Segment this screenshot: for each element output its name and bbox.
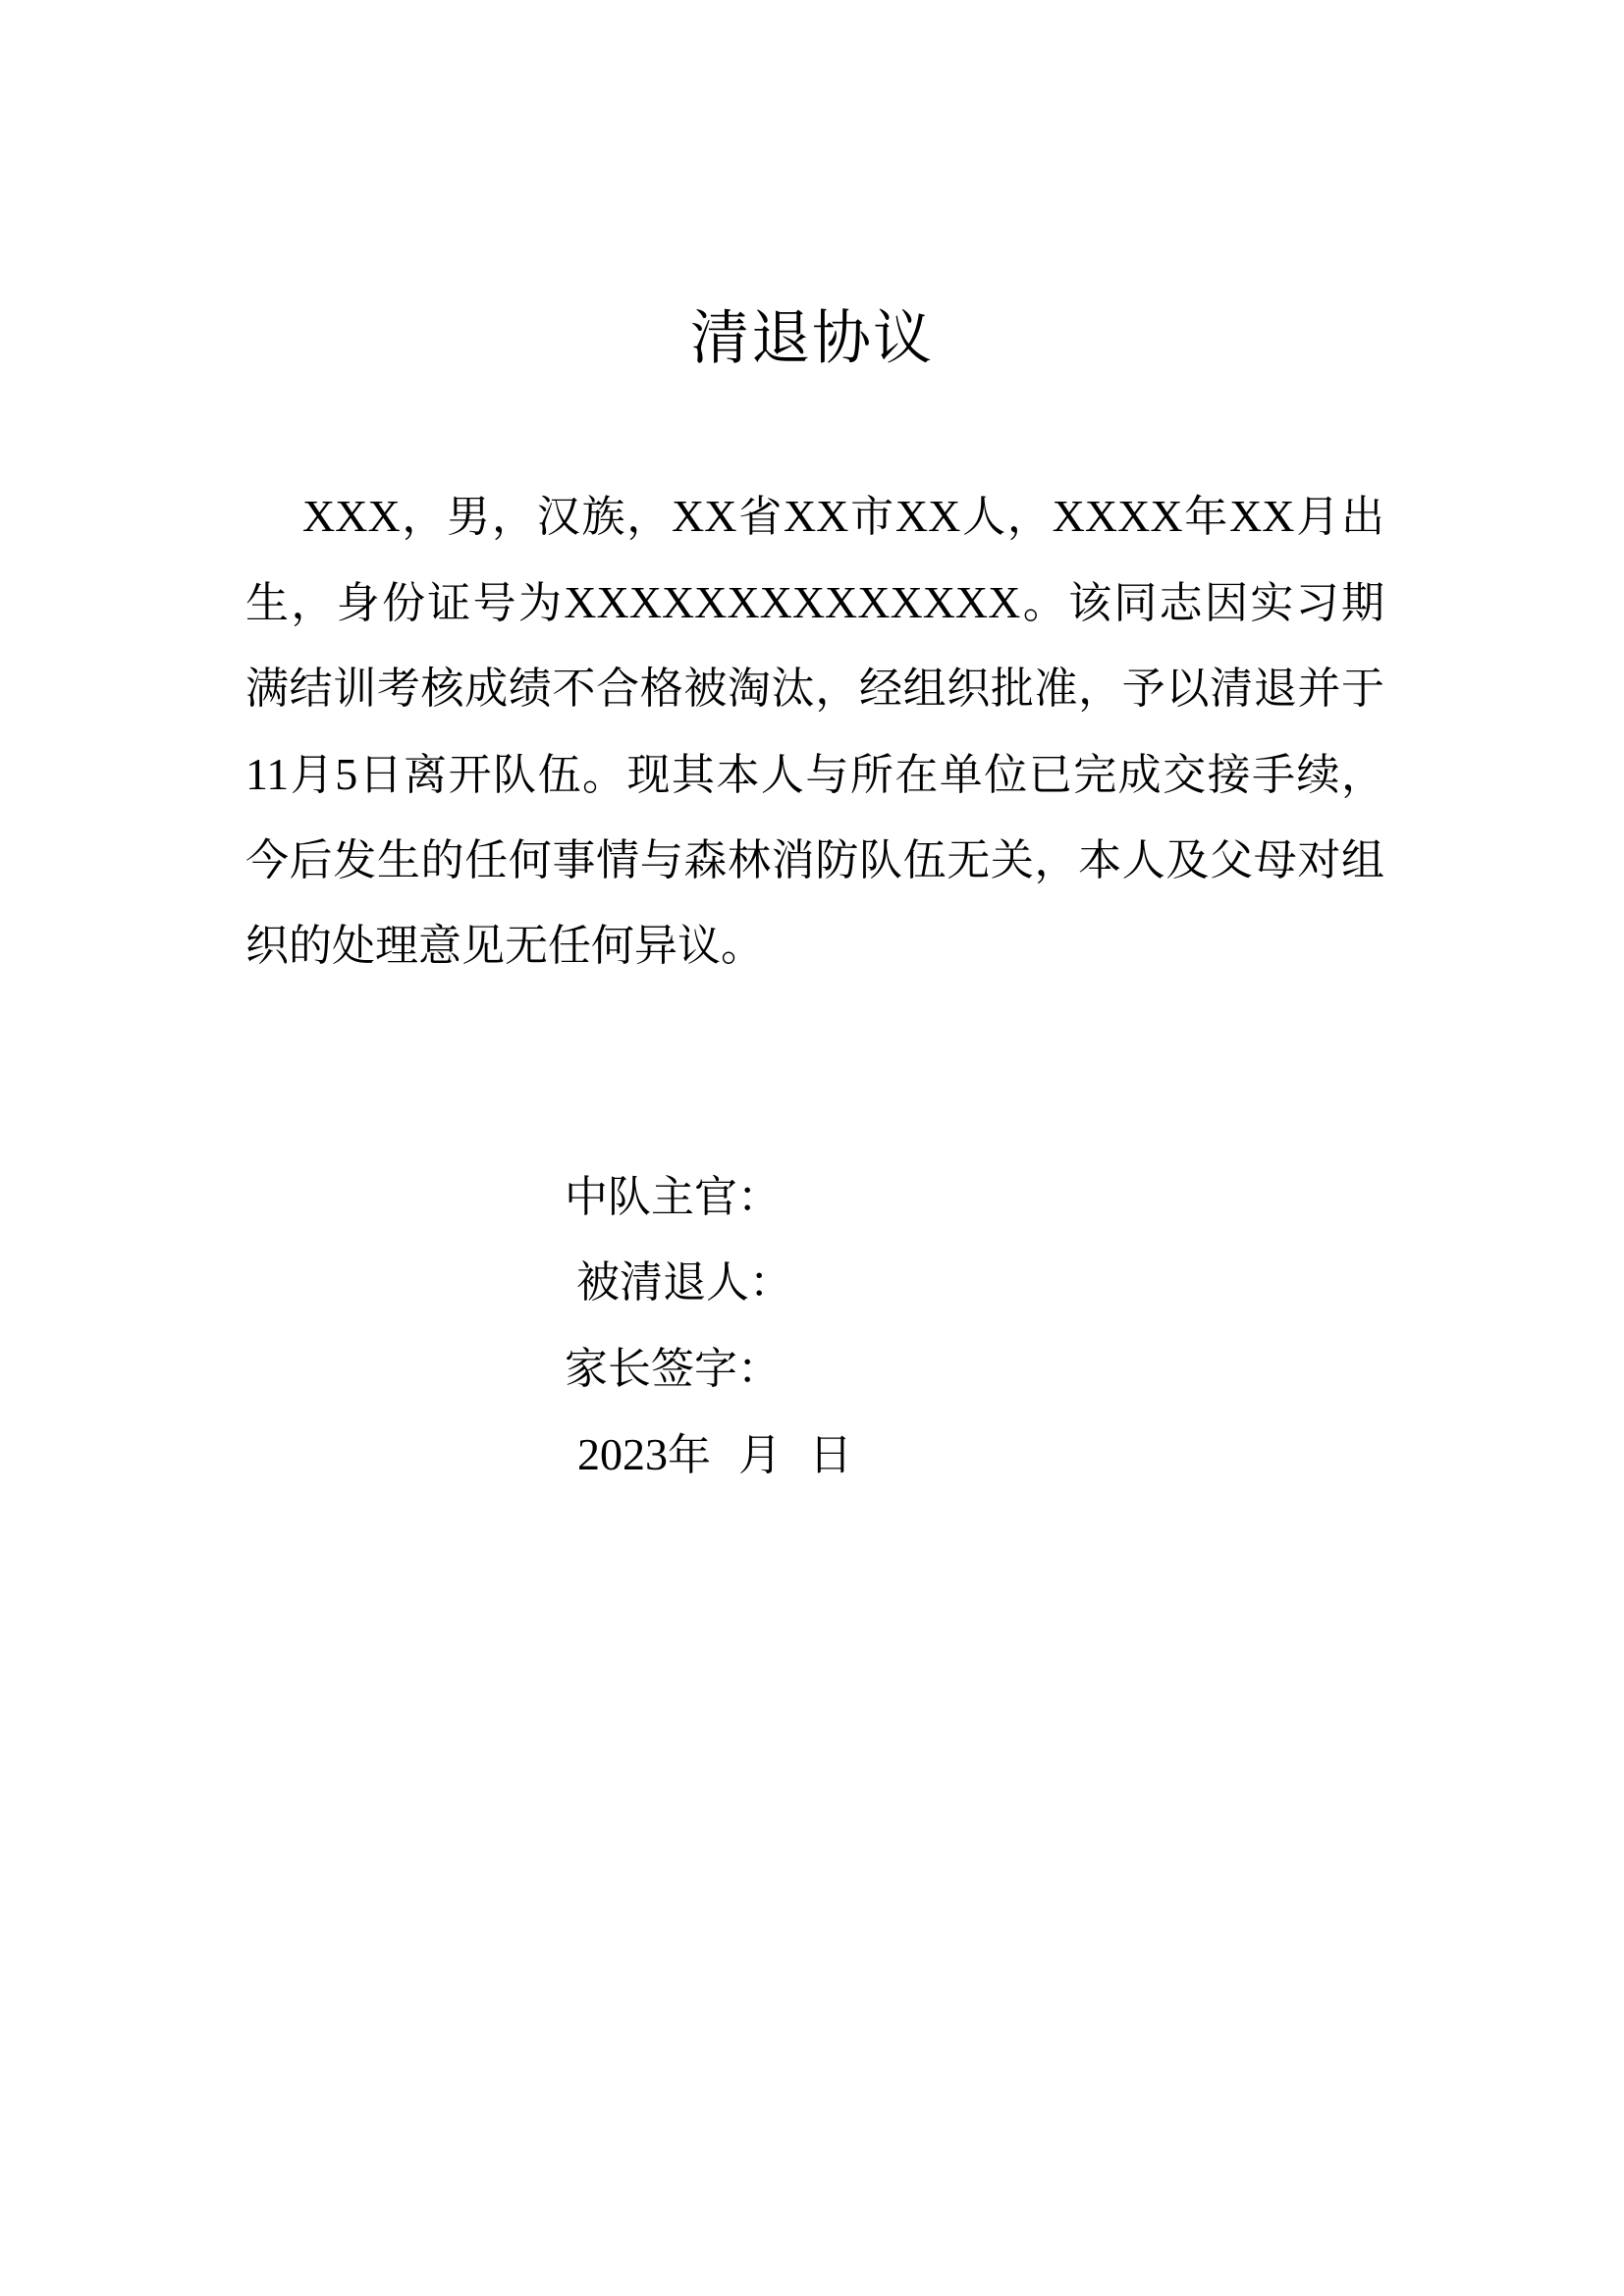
paragraph-segment: 人， (960, 492, 1053, 542)
paragraph-segment: ，男，汉族， (400, 492, 672, 542)
agreement-paragraph (245, 473, 1384, 988)
parent-signature-label: 家长签字： (565, 1344, 781, 1394)
paragraph-segment: 5 (335, 749, 358, 799)
date-rest: 年 月 日 (668, 1430, 852, 1480)
paragraph-segment: 日离开队伍。现其本人与所在单位已完成交接手续，今后发生的任何事情与森林消防队伍无关，本人及父母对组织的处理意见无任何异议。 (245, 750, 1384, 971)
document-title: 清退协议 (690, 304, 934, 373)
squad-leader-signature-label: 中队主官： (565, 1172, 781, 1222)
paragraph-segment: 省 (736, 492, 784, 542)
date-year: 2023 (577, 1429, 668, 1479)
paragraph-segment: XX (671, 491, 737, 541)
paragraph-segment: 。该同志因实习期满结训考核成绩不合格被淘汰，经组织批准，予以清退并于 (245, 578, 1384, 714)
paragraph-segment: 年 (1182, 492, 1230, 542)
paragraph-segment: 11 (245, 749, 290, 799)
paragraph-segment: XX (783, 491, 849, 541)
paragraph-segment: XXXXXXXXXXXXXX (564, 577, 1021, 627)
paragraph-segment: XX (894, 491, 961, 541)
signature-date (577, 1425, 852, 1485)
paragraph-segment: XX (1229, 491, 1295, 541)
paragraph-content (245, 492, 1384, 971)
paragraph-segment: 市 (848, 492, 895, 542)
paragraph-segment: XXX (302, 491, 401, 541)
paragraph-segment: 月 (289, 750, 336, 800)
dismissed-person-signature-label: 被清退人： (576, 1257, 792, 1308)
paragraph-segment: XXXX (1052, 491, 1183, 541)
paragraph-segment: 月出生，身份证号为 (245, 492, 1385, 628)
